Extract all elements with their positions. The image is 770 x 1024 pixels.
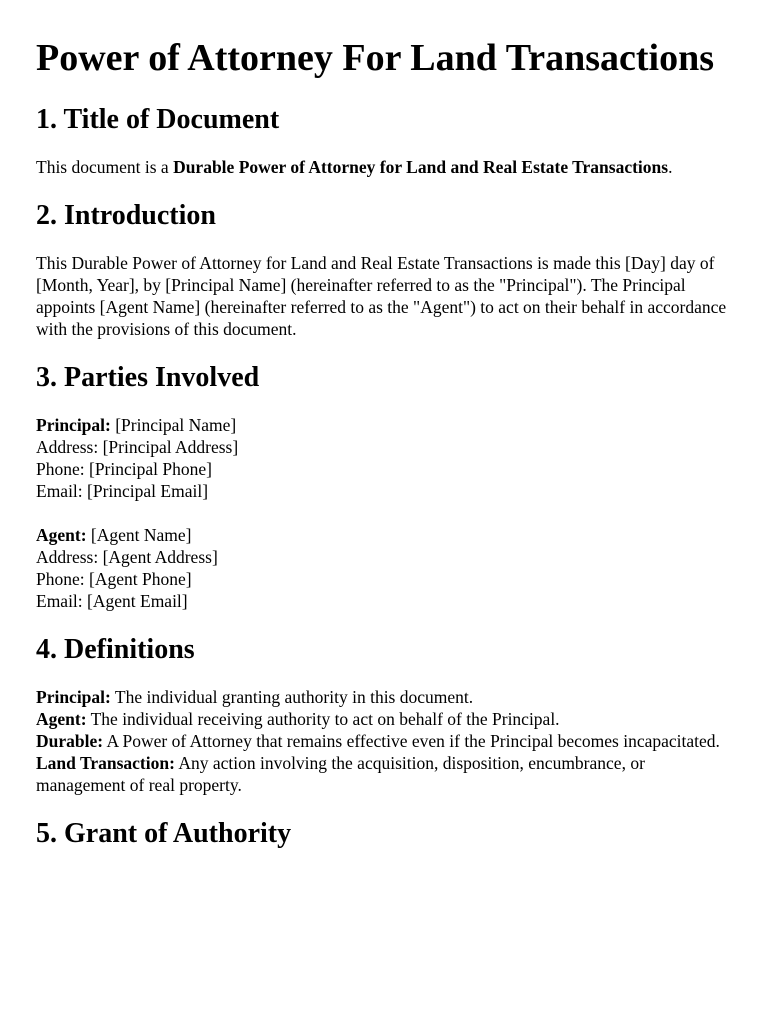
section-grant-of-authority <box>36 818 734 850</box>
definition-text: The individual granting authority in this document. <box>110 687 474 707</box>
section-title-of-document <box>36 104 734 178</box>
agent-block <box>36 524 734 612</box>
section-heading: 2. Introduction <box>36 200 216 231</box>
document-type-bold: Durable Power of Attorney for Land and Real Estate Transactions <box>173 157 669 177</box>
section-introduction <box>36 200 734 340</box>
document-title: Power of Attorney For Land Transactions <box>36 37 715 79</box>
definition-term: Principal: <box>36 687 111 707</box>
section-heading: 4. Definitions <box>36 634 195 665</box>
definition-term: Agent: <box>36 709 87 729</box>
agent-label: Agent: <box>36 525 87 545</box>
definition-text: A Power of Attorney that remains effective even if the Principal becomes incapacitated. <box>103 731 720 751</box>
principal-address: Address: [Principal Address] <box>36 437 239 457</box>
definition-term: Durable: <box>36 731 104 751</box>
definitions-block <box>36 686 734 796</box>
definition-text: The individual receiving authority to act on behalf of the Principal. <box>86 709 560 729</box>
section-heading: 5. Grant of Authority <box>36 818 292 849</box>
principal-block <box>36 414 734 502</box>
paragraph-text: This document is a <box>36 157 174 177</box>
section-paragraph <box>36 156 734 178</box>
agent-address: Address: [Agent Address] <box>36 547 218 567</box>
paragraph-text: . <box>668 157 673 177</box>
principal-label: Principal: <box>36 415 111 435</box>
agent-name: [Agent Name] <box>86 525 192 545</box>
agent-email: Email: [Agent Email] <box>36 591 188 611</box>
principal-phone: Phone: [Principal Phone] <box>36 459 212 479</box>
principal-email: Email: [Principal Email] <box>36 481 209 501</box>
section-definitions <box>36 634 734 796</box>
definition-text: Any action involving the acquisition, disposition, encumbrance, or management of real property. <box>36 753 645 795</box>
section-heading: 1. Title of Document <box>36 104 280 135</box>
introduction-paragraph: This Durable Power of Attorney for Land and Real Estate Transactions is made this [Day] day of [Month, Year], by [Principal Name] (hereinafter referred to as the "Principal"). The Principal appoints [Agent Name] (hereinafter referred to as the "Agent") to act on their behalf in accordance with the provisions of this document. <box>36 253 727 339</box>
agent-phone: Phone: [Agent Phone] <box>36 569 192 589</box>
section-parties <box>36 362 734 612</box>
definition-term: Land Transaction: <box>36 753 175 773</box>
principal-name: [Principal Name] <box>110 415 237 435</box>
section-heading: 3. Parties Involved <box>36 362 260 393</box>
